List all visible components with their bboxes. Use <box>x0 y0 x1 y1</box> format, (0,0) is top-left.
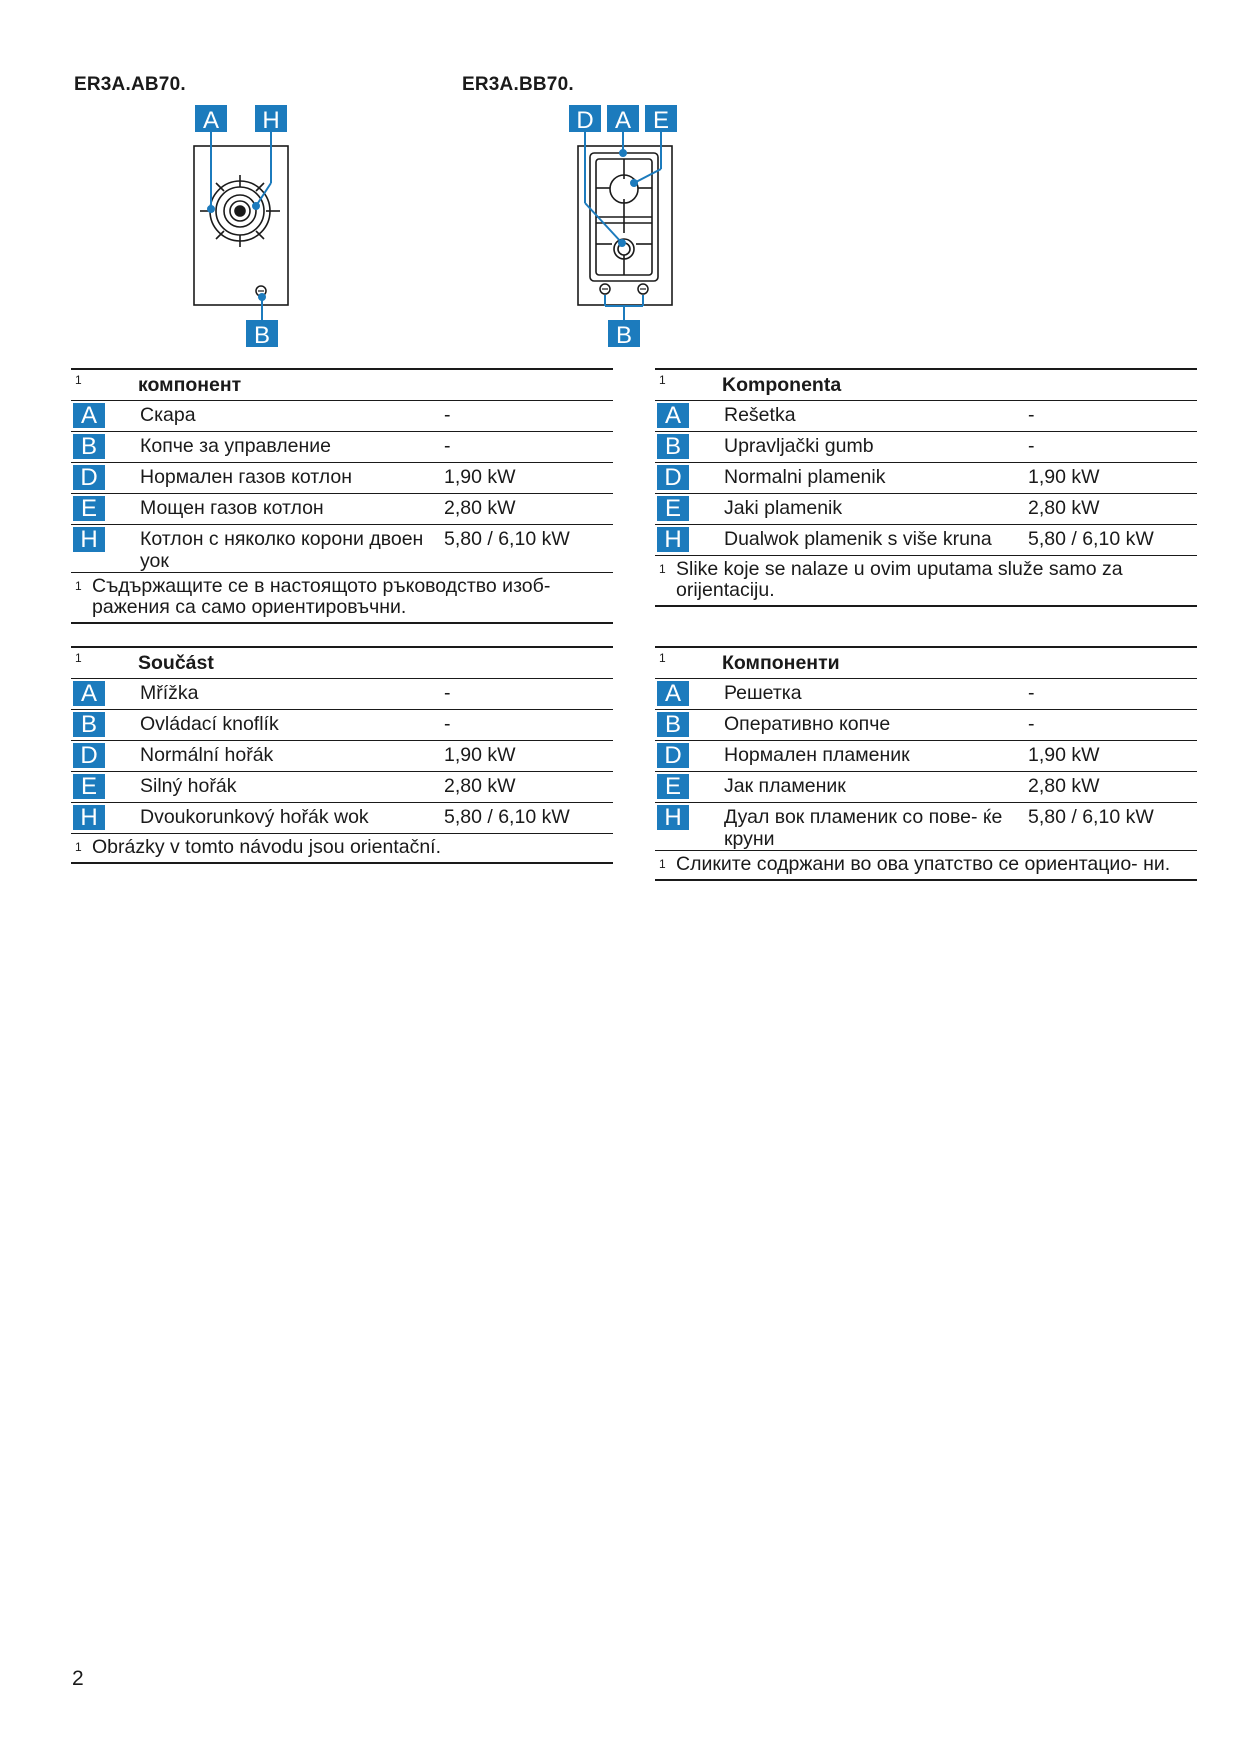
component-value: 5,80 / 6,10 kW <box>1028 528 1154 550</box>
footnote-mark: 1 <box>75 579 82 593</box>
component-value: - <box>444 713 451 735</box>
component-value: 2,80 kW <box>444 775 516 797</box>
component-name: Dualwok plamenik s više kruna <box>724 528 992 550</box>
components-table-hr <box>655 368 1197 607</box>
component-value: - <box>1028 435 1035 457</box>
table-row <box>71 432 613 463</box>
table-row <box>655 679 1197 710</box>
component-name: Оперативно копче <box>724 713 891 735</box>
table-row <box>71 772 613 803</box>
table-row <box>655 772 1197 803</box>
table-row <box>655 401 1197 432</box>
letter-badge: A <box>657 403 689 428</box>
diagram-label-a-text: A <box>202 107 220 134</box>
component-value: 2,80 kW <box>444 497 516 519</box>
diagram-label-d-text: D <box>576 107 594 134</box>
component-value: 5,80 / 6,10 kW <box>1028 806 1154 828</box>
components-table-bg <box>71 368 613 624</box>
component-name: Dvoukorunkový hořák wok <box>140 806 369 828</box>
component-value: 5,80 / 6,10 kW <box>444 528 570 550</box>
table-row <box>655 432 1197 463</box>
table-row <box>71 525 613 573</box>
component-name: Котлон с няколко корони двоен уок <box>140 528 424 572</box>
component-name: Копче за управление <box>140 435 332 457</box>
component-value: 2,80 kW <box>1028 775 1100 797</box>
single-wok-burner-icon <box>190 103 310 348</box>
component-value: - <box>1028 713 1035 735</box>
component-value: - <box>1028 404 1035 426</box>
component-name: Mřížka <box>140 682 199 704</box>
table-row <box>71 803 613 834</box>
table-row <box>71 494 613 525</box>
component-value: - <box>1028 682 1035 704</box>
component-name: Нормален пламеник <box>724 744 910 766</box>
table-row <box>655 710 1197 741</box>
diagram-label-a2-text: A <box>614 107 632 134</box>
table-header <box>71 648 613 679</box>
component-name: Silný hořák <box>140 775 237 797</box>
model-title-right: ER3A.BB70. <box>462 74 574 95</box>
letter-badge: H <box>657 527 689 552</box>
component-name: Normální hořák <box>140 744 274 766</box>
component-value: 1,90 kW <box>444 466 516 488</box>
letter-badge: H <box>73 527 105 552</box>
diagram-label-e-text: E <box>652 107 670 134</box>
letter-badge: B <box>657 712 689 737</box>
footnote-mark: 1 <box>659 857 666 871</box>
table-row <box>655 463 1197 494</box>
component-name: Rešetka <box>724 404 796 426</box>
component-name: Normalni plamenik <box>724 466 886 488</box>
component-value: - <box>444 435 451 457</box>
footnote-text: Съдържащите се в настоящото ръководство изоб- ражения са само ориентировъчни. <box>92 575 551 618</box>
page-number: 2 <box>72 1667 84 1690</box>
table-header <box>655 648 1197 679</box>
footnote-text: Сликите содржани во ова упатство се ориентацио- ни. <box>676 853 1171 875</box>
model-title-left: ER3A.AB70. <box>74 74 186 95</box>
component-value: - <box>444 404 451 426</box>
diagram-label-b2-text: B <box>615 322 633 348</box>
letter-badge: D <box>657 743 689 768</box>
letter-badge: B <box>73 434 105 459</box>
table-row <box>71 741 613 772</box>
component-name: Ovládací knoflík <box>140 713 279 735</box>
table-title: Компоненти <box>722 651 840 674</box>
component-name: Нормален газов котлон <box>140 466 352 488</box>
table-row <box>71 463 613 494</box>
footnote-mark: 1 <box>659 651 666 665</box>
letter-badge: A <box>73 403 105 428</box>
table-row <box>71 679 613 710</box>
component-name: Дуал вок пламеник со пове- ќе круни <box>724 806 1003 850</box>
table-row <box>655 803 1197 851</box>
letter-badge: D <box>73 465 105 490</box>
footnote-text: Slike koje se nalaze u ovim uputama služe samo za orijentaciju. <box>676 558 1123 601</box>
table-row <box>655 525 1197 556</box>
component-name: Upravljački gumb <box>724 435 874 457</box>
letter-badge: E <box>73 774 105 799</box>
component-name: Јак пламеник <box>724 775 846 797</box>
footnote-text: Obrázky v tomto návodu jsou orientační. <box>92 836 442 858</box>
table-header <box>655 370 1197 401</box>
table-footnote <box>655 556 1197 605</box>
component-name: Мощен газов котлон <box>140 497 324 519</box>
letter-badge: B <box>657 434 689 459</box>
letter-badge: E <box>657 496 689 521</box>
double-burner-hob-icon <box>568 103 698 348</box>
letter-badge: E <box>657 774 689 799</box>
component-value: 5,80 / 6,10 kW <box>444 806 570 828</box>
footnote-mark: 1 <box>659 562 666 576</box>
component-value: 1,90 kW <box>444 744 516 766</box>
components-table-cs <box>71 646 613 864</box>
table-row <box>655 494 1197 525</box>
letter-badge: E <box>73 496 105 521</box>
footnote-mark: 1 <box>75 840 82 854</box>
diagram-label-b-text: B <box>253 322 271 348</box>
table-title: компонент <box>138 373 242 396</box>
letter-badge: A <box>657 681 689 706</box>
footnote-mark: 1 <box>659 373 666 387</box>
table-title: Součást <box>138 651 214 674</box>
letter-badge: A <box>73 681 105 706</box>
table-row <box>655 741 1197 772</box>
component-name: Jaki plamenik <box>724 497 843 519</box>
component-value: - <box>444 682 451 704</box>
table-footnote <box>71 573 613 622</box>
component-value: 1,90 kW <box>1028 744 1100 766</box>
table-row <box>71 401 613 432</box>
footnote-mark: 1 <box>75 373 82 387</box>
table-row <box>71 710 613 741</box>
letter-badge: D <box>73 743 105 768</box>
table-header <box>71 370 613 401</box>
letter-badge: H <box>73 805 105 830</box>
component-name: Решетка <box>724 682 802 704</box>
diagram-single-wok <box>190 103 310 348</box>
letter-badge: B <box>73 712 105 737</box>
letter-badge: D <box>657 465 689 490</box>
diagram-double-burner <box>568 103 698 348</box>
component-value: 2,80 kW <box>1028 497 1100 519</box>
component-value: 1,90 kW <box>1028 466 1100 488</box>
footnote-mark: 1 <box>75 651 82 665</box>
diagram-label-h-text: H <box>262 107 280 134</box>
table-footnote <box>655 851 1197 879</box>
table-footnote <box>71 834 613 862</box>
letter-badge: H <box>657 805 689 830</box>
component-name: Скара <box>140 404 196 426</box>
table-title: Komponenta <box>722 373 842 396</box>
components-table-mk <box>655 646 1197 881</box>
